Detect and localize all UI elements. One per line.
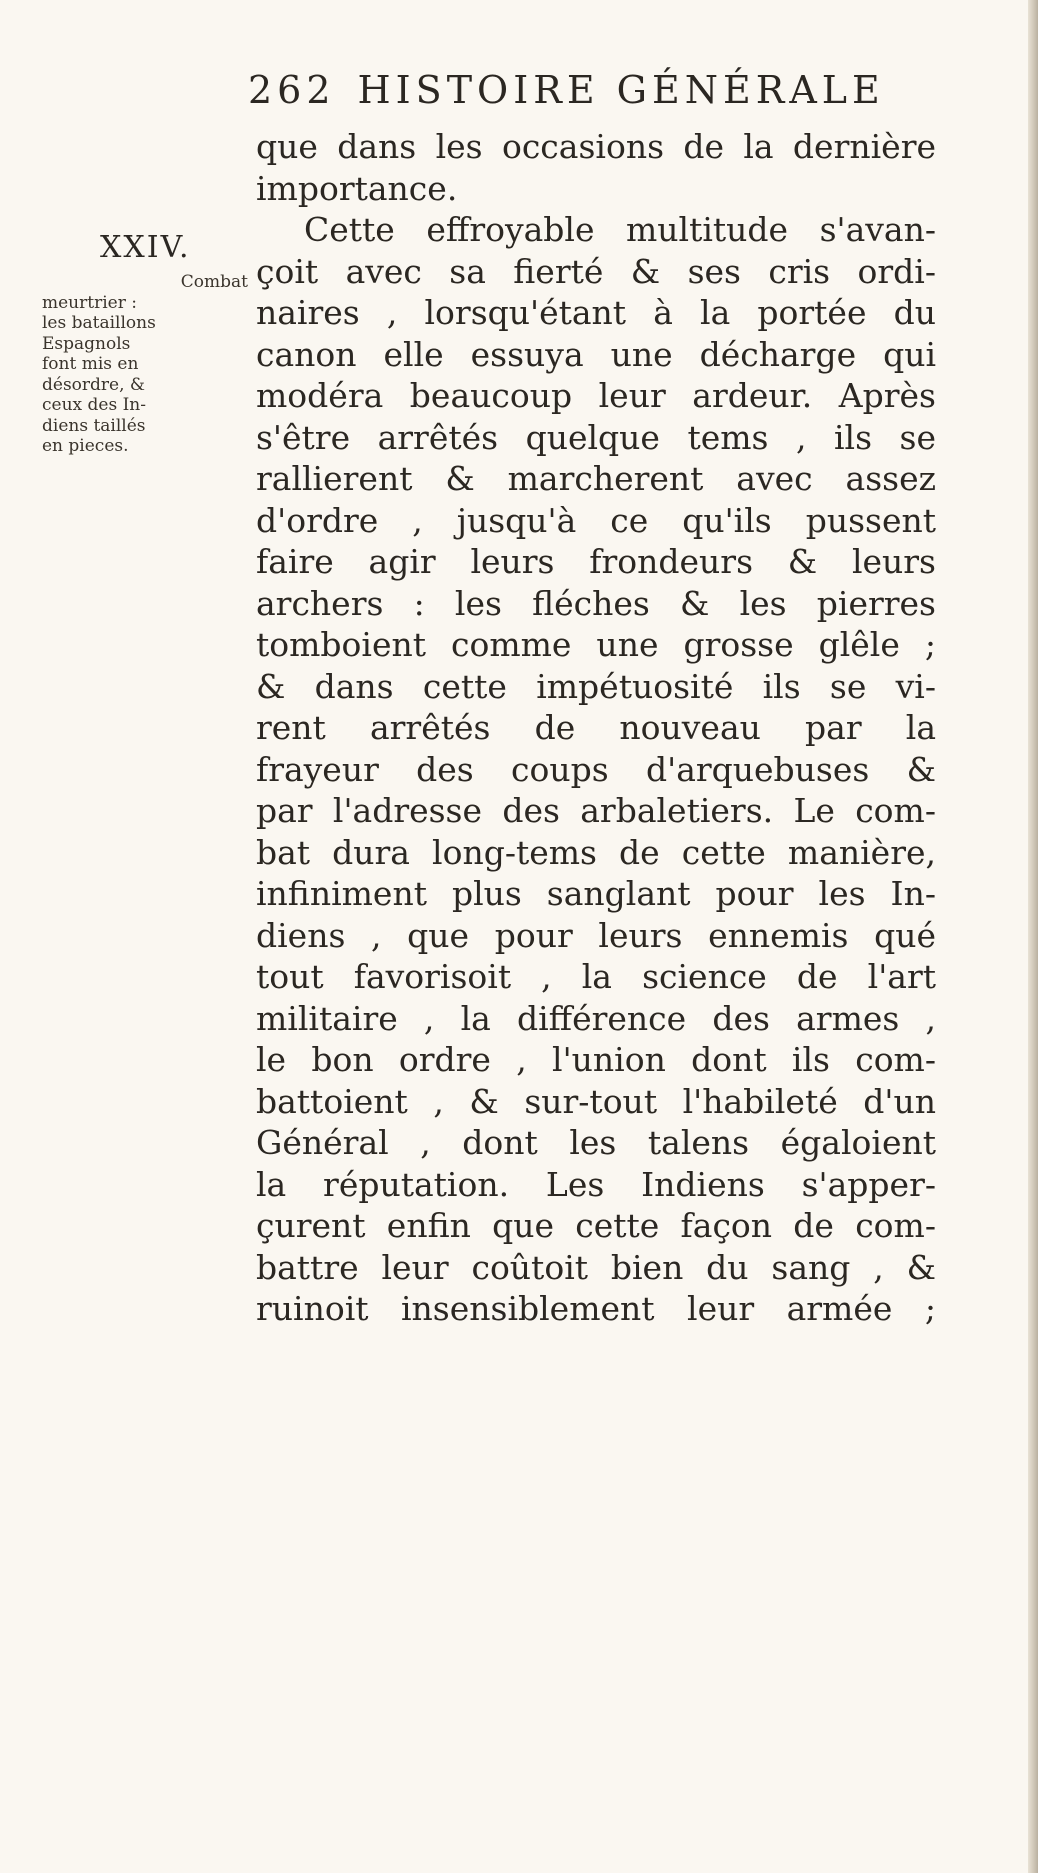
text-line: rent arrêtés de nouveau par la [256,708,936,747]
text-line: çoit avec sa fierté & ses cris ordi- [256,251,936,291]
marginal-line: ceux des In- [42,395,147,415]
marginal-line: Combat [180,272,248,292]
text-line: le bon ordre , l'union dont ils com- [256,1040,936,1079]
marginal-line: Espagnols [42,333,131,354]
text-line: & dans cette impétuosité ils se vi- [256,666,936,706]
text-line: naires , lorsqu'étant à la portée du [256,293,936,332]
text-line: ruinoit insensiblement leur armée ; [256,1289,936,1328]
page-edge [1028,0,1038,1873]
text-line: çurent enfin que cette façon de com- [256,1206,936,1245]
text-line: battre leur coûtoit bien du sang , & [256,1247,936,1287]
text-line: diens , que pour leurs ennemis qué [256,915,936,955]
text-line: modéra beaucoup leur ardeur. Après [256,376,936,415]
text-line: la réputation. Les Indiens s'apper- [256,1164,936,1204]
text-line: frayeur des coups d'arquebuses & [256,749,936,789]
text-line: bat dura long-tems de cette manière, [256,832,936,872]
body-text [256,126,936,1330]
text-line: canon elle essuya une décharge qui [256,334,936,374]
marginal-note [42,272,252,457]
running-header [248,68,968,124]
marginal-line: les bataillons [42,313,156,333]
text-line: rallierent & marcherent avec assez [256,459,936,498]
text-line: s'être arrêtés quelque tems , ils se [256,417,936,457]
text-line: importance. [256,168,458,208]
text-line: archers : les fléches & les pierres [256,583,936,623]
marginal-line: font mis en [42,354,139,374]
text-line: infiniment plus sanglant pour les In- [256,874,936,913]
text-line: que dans les occasions de la dernière [256,127,936,166]
marginal-line: désordre, & [42,374,146,395]
text-line: Cette effroyable multitude s'avan- [304,210,936,249]
text-line: par l'adresse des arbaletiers. Le com- [256,791,936,830]
text-line: tout favorisoit , la science de l'art [256,957,936,996]
text-line: faire agir leurs frondeurs & leurs [256,542,936,581]
marginal-line: diens taillés [42,415,146,436]
text-line: battoient , & sur-tout l'habileté d'un [256,1081,936,1121]
marginal-line: meurtrier : [42,292,137,313]
page-number: 262 [248,68,336,112]
text-line: Général , dont les talens égaloient [256,1123,936,1162]
text-line: militaire , la différence des armes , [256,998,936,1038]
running-title: HISTOIRE GÉNÉRALE [357,68,885,112]
section-number: XXIV. [100,230,191,265]
marginal-line: en pieces. [42,436,129,456]
text-line: tomboient comme une grosse glêle ; [256,625,936,664]
text-line: d'ordre , jusqu'à ce qu'ils pussent [256,500,936,540]
